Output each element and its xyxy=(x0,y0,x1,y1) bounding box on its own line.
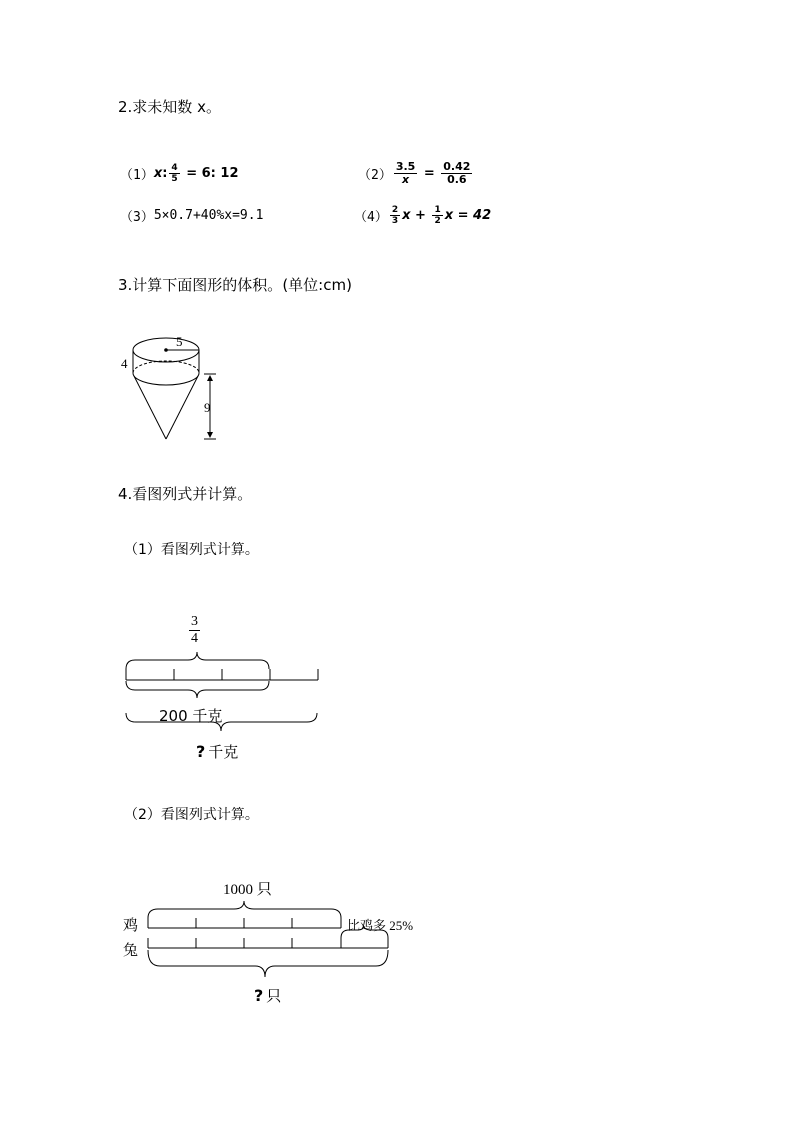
fraction-denominator: 3 xyxy=(391,215,399,226)
q2-title: 2.求未知数 x。 xyxy=(118,98,221,116)
fraction-numerator: 3 xyxy=(191,614,198,629)
problem-label: （1） xyxy=(120,167,154,183)
row-label-chicken: 鸡 xyxy=(123,916,139,934)
fraction-numerator: 2 xyxy=(391,204,399,215)
radius-label: 5 xyxy=(176,334,183,349)
extra-brace xyxy=(341,926,388,938)
cone-height-label: 9 xyxy=(204,400,211,415)
extra-label: 比鸡多 25% xyxy=(347,918,414,933)
top-label: 1000 只 xyxy=(223,882,272,898)
fraction-numerator: 0.42 xyxy=(443,159,471,173)
q3-title: 3.计算下面图形的体积。(单位:cm) xyxy=(118,276,352,294)
top-brace xyxy=(148,901,341,918)
question-mark: ? xyxy=(254,986,264,1005)
math-rest: = 6: 12 xyxy=(181,165,239,181)
mid-label: 200 千克 xyxy=(159,707,223,725)
q4-title: 4.看图列式并计算。 xyxy=(118,485,253,503)
question-mark: ? xyxy=(196,742,206,761)
q4-part2-title: （2）看图列式计算。 xyxy=(124,807,259,823)
math-end: x = 42 xyxy=(444,207,492,223)
problem-expression: 5×0.7+40%x=9.1 xyxy=(153,207,264,223)
fraction-numerator: 3.5 xyxy=(395,159,416,173)
math-colon: : xyxy=(162,165,168,181)
unit: 千克 xyxy=(208,743,239,761)
cylinder-height-label: 4 xyxy=(121,356,128,371)
problem-label: （2） xyxy=(358,167,392,183)
fraction-numerator: 4 xyxy=(171,162,178,173)
fraction-denominator: 2 xyxy=(434,215,441,226)
bottom-brace xyxy=(148,950,388,977)
fraction-denominator: 4 xyxy=(191,631,198,646)
fraction-denominator: 5 xyxy=(171,173,178,184)
unit: 只 xyxy=(266,987,282,1005)
math-var: x xyxy=(153,165,163,181)
q4-part1-title: （1）看图列式计算。 xyxy=(124,542,259,558)
math-mid: x + xyxy=(402,207,431,223)
fraction-numerator: 1 xyxy=(434,204,441,215)
row-label-rabbit: 兔 xyxy=(123,941,139,959)
math-equals: = xyxy=(419,165,440,181)
fraction-denominator: x xyxy=(402,172,410,186)
bottom-label xyxy=(254,985,281,1006)
problem-label: （3） xyxy=(120,209,154,225)
problem-label: （4） xyxy=(354,209,388,225)
fraction-denominator: 0.6 xyxy=(447,172,467,186)
